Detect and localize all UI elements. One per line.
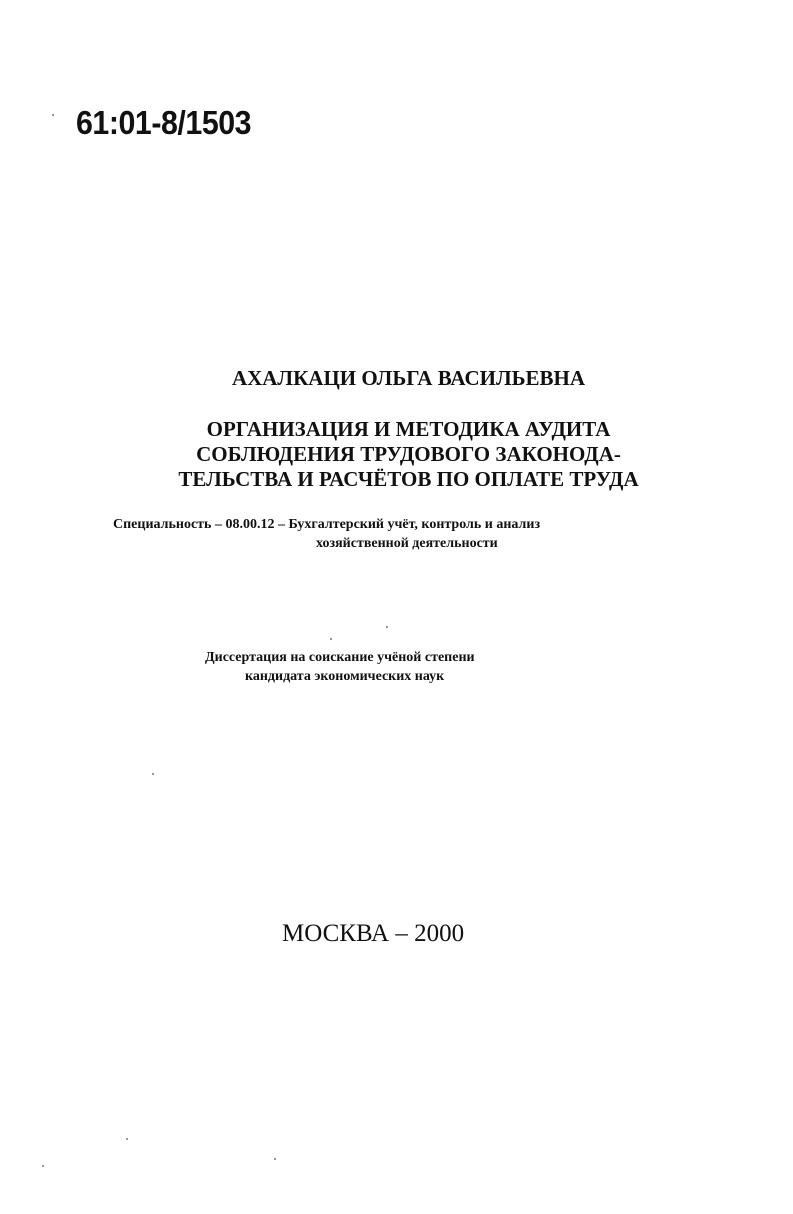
degree-line: кандидата экономических наук: [245, 669, 445, 684]
author-name: АХАЛКАЦИ ОЛЬГА ВАСИЛЬЕВНА: [231, 366, 586, 390]
specialty: [113, 515, 540, 553]
scan-speck: [386, 626, 388, 628]
title-line: ТЕЛЬСТВА И РАСЧЁТОВ ПО ОПЛАТЕ ТРУДА: [178, 467, 639, 491]
dissertation-title: [0, 417, 793, 492]
scan-speck: [152, 773, 154, 775]
catalog-number: 61:01-8/1503: [76, 104, 252, 141]
scan-speck: [42, 1165, 44, 1167]
degree-line: Диссертация на соискание учёной степени: [205, 650, 475, 665]
scan-speck: [52, 114, 54, 116]
degree-statement: [205, 648, 475, 686]
specialty-line: хозяйственной деятельности: [316, 536, 498, 551]
scan-speck: [330, 638, 332, 640]
scan-speck: [274, 1158, 276, 1160]
specialty-line: Специальность – 08.00.12 – Бухгалтерский учёт, контроль и анализ: [113, 517, 541, 532]
title-line: СОБЛЮДЕНИЯ ТРУДОВОГО ЗАКОНОДА-: [196, 442, 621, 466]
title-line: ОРГАНИЗАЦИЯ И МЕТОДИКА АУДИТА: [206, 417, 611, 441]
city-year: МОСКВА – 2000: [282, 920, 465, 947]
scan-speck: [126, 1138, 128, 1140]
